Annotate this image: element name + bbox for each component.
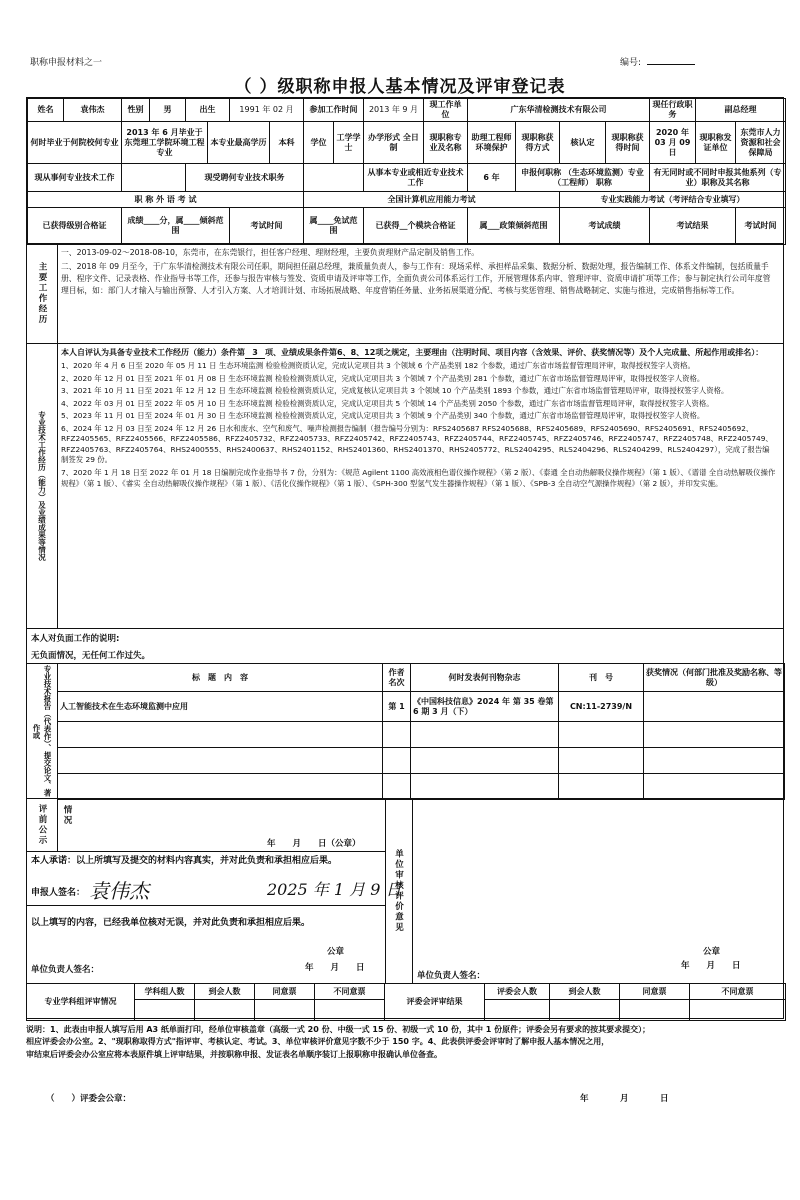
achievements-text: 本人自评认为具备专业技术工作经历（能力）条件第 3 项、业绩成果条件第6、8、12项之规定，主要理由（注明时间、项目内容（含效果、评价、获奖情况等）及个人完成量、所起作用或排名）： 1、2020 年 4 月 6 日至 2020 年 05 月 11 日 生态环境监测 检验检测资质认定，完成认定项目共 3 个领域 6 个产品类别 182 个参数，通过广东省市场监督管理局评审，取得授权签字人资格。 2、2020 年 12 月 01 日至 2021 年 01 月 08 日 生态环境监测 检验检测资质认定，完成认定项目共 3 个领域 7 个产品类别 281 个参数，通过广东省市场监督管理局评审，取得授权签字人资格。 3、2021 年 10 月 11 日至 2021 年 12 月 12 日 生态环境监测 检验检测资质认定，完成复核认定项目共 3 个领域 10 个产品类别 1893 个参数，通过广东省市场监督管理局评审，取得授权签字人资格。 4、2022 年 03 月 01 日至 2022 年 05 月 10 日 生态环境监测 检验检测资质认定，完成认定项目共 5 个领域 14 个产品类别 2050 个参数，通过广东省市场监督管理局评审，取得授权签字人资格。 5、2023 年 11 月 01 日至 2024 年 01 月 30 日 生态环境监测 检验检测资质认定，完成认定项目共 3 个领域 9 个产品类别 340 个参数，通过广东省市场监督管理局评审，取得授权签字人资格。 6、2024 年 12 月 03 日至 2024 年 12 月 26 日水和废水、空气和废气、噪声检测报告编制（报告编号分别为：RFS2405687 RFS2405688、RFS2405689、RFS2405690、RFS2405691、RFS2405692、RFZ2405565、RFZ2405566、RFZ2405586、RFZ2405732、RFZ2405733、RFZ2405742、RFZ2405743、RFZ2405744、RFZ2405745、RFZ2405746、RFZ2405747、RFZ2405748、RFZ2405749、RFZ2405763、RFZ2405764、RHS2400555、RHS2400637、RHS2401152、RHS2401360、RHS2401370、RHS2405772、RLS2404295、RLS2404296、RLS2404299、RLS2404297），完成了报告编制签发 29 份。 7、2020 年 1 月 18 日至 2022 年 01 月 18 日编制完成作业指导书 7 份，分别为：《规范 Agilent 1100 高效液相色谱仪操作规程》（第 2 版）、《泰通 全自动热解吸仪操作规程》（第 1 版）、《谱谱 全自动热解吸仪操作规程》（第 1 版）、《睿实 全自动热解吸仪操作规程》（第 1 版）、《活化仪操作规程》（第 1 版）、《SPH-300 型氢气发生器操作规程》（第 1 版）、《SPB-3 全自动空气源操作规程》（第 2 版），并印发实施。 <box>61 348 776 488</box>
other-series-label: 有无同时或不同时申报其他系列（专业）职称及其名称 <box>650 164 786 192</box>
work-start-label: 参加工作时间 <box>304 99 364 122</box>
computer-exam: 全国计算机应用能力考试 <box>304 192 560 208</box>
lang-exempt: 属____免试范围 <box>304 208 364 245</box>
achievement-item: 2、2020 年 12 月 01 日至 2021 年 01 月 08 日 生态环境监测 检验检测资质认定，完成认定项目共 3 个领域 7 个产品类别 281 个参数，通过广东省市场监督管理局评审，取得授权签字人资格。 <box>61 373 705 383</box>
cur-title-time-label: 现职称获得时间 <box>606 122 650 164</box>
edu-value: 本科 <box>270 122 304 164</box>
applicant-sign-label: 申报人签名： <box>31 888 86 898</box>
review-col: 到会人数 <box>195 984 255 1000</box>
applicant-sign-date: 2025 年 1 月 9 日 <box>267 880 402 899</box>
committee-seal: （ ）评委会公章： <box>46 1094 132 1104</box>
admin-label: 现任行政职务 <box>650 99 696 122</box>
footer-day: 日 <box>660 1094 669 1104</box>
negative-text: 无负面情况，无任何工作过失。 <box>31 651 151 661</box>
unit-opinion-seal: 公章 <box>703 947 721 957</box>
unit-verify-date: 年 月 日 <box>305 963 365 973</box>
papers-label: 专业技术报告（代表作）、提交论文、著作或 <box>27 664 58 798</box>
papers-header: 作者名次 <box>383 664 411 692</box>
achievement-item: 3、2021 年 10 月 11 日至 2021 年 12 月 12 日 生态环境监测 检验检测资质认定，完成复核认定项目共 3 个领域 10 个产品类别 1893 个参数，通过广东省市场监督管理局评审，取得授权签字人资格。 <box>61 386 729 396</box>
papers-header: 刊 号 <box>559 664 644 692</box>
edu-label: 本专业最高学历 <box>208 122 270 164</box>
computer-policy: 属___政策倾斜范围 <box>468 208 560 245</box>
review-section <box>27 983 783 1020</box>
practice-result: 考试结果 <box>650 208 736 245</box>
subject-group-label: 专业学科组评审情况 <box>27 984 135 1021</box>
study-mode: 办学形式 全日制 <box>364 122 424 164</box>
cur-field-label: 现从事何专业技术工作 <box>28 164 122 192</box>
paper-rank: 第 1 <box>383 692 411 722</box>
unit-opinion-date: 年 月 日 <box>681 961 741 971</box>
review-col: 学科组人数 <box>135 984 195 1000</box>
work-experience-label: 主要工作经历 <box>27 244 58 343</box>
papers-section <box>27 663 783 798</box>
degree-label: 学位 <box>304 122 334 164</box>
grad-value: 2013 年 6 月毕业于东莞理工学院环境工程专业 <box>122 122 208 164</box>
review-col: 评委会人数 <box>485 984 550 1000</box>
footer-year: 年 <box>580 1094 589 1104</box>
work-experience-section <box>27 243 783 343</box>
page-title: （ ）级职称申报人基本情况及评审登记表 <box>234 77 566 97</box>
unit-label: 现工作单位 <box>424 99 468 122</box>
unit-opinion-label: 单位审核评价意见 <box>393 849 404 933</box>
achievement-item: 1、2020 年 4 月 6 日至 2020 年 05 月 11 日 生态环境监测 检验检测资质认定，完成认定项目共 3 个领域 6 个产品类别 182 个参数，通过广东省市场监督管理局评审，取得授权签字人资格。 <box>61 361 695 371</box>
practice-time: 考试时间 <box>736 208 786 245</box>
paper-journal: 《中国科技信息》2024 年 第 35 卷第 6 期 3 月（下） <box>411 692 559 722</box>
registration-form <box>26 97 784 1019</box>
work-start-value: 2013 年 9 月 <box>364 99 424 122</box>
papers-header: 获奖情况（何部门批准及奖励名称、等级） <box>644 664 785 692</box>
cur-field-value <box>122 164 186 192</box>
lower-block <box>27 798 783 983</box>
gender-label: 性别 <box>122 99 150 122</box>
publicity-label-2: 情况 <box>62 805 72 826</box>
computer-modules: 已获得__个模块合格证 <box>364 208 468 245</box>
achievement-item: 4、2022 年 03 月 01 日至 2022 年 05 月 10 日 生态环境监测 检验检测资质认定，完成认定项目共 5 个领域 14 个产品类别 2050 个参数，通过广东省市场监督管理局评审，取得授权签字人资格。 <box>61 398 714 408</box>
committee-result-label: 评委会评审结果 <box>385 984 485 1021</box>
lang-time: 考试时间 <box>230 208 304 245</box>
negative-label: 本人对负面工作的说明: <box>31 634 120 644</box>
unit-verify-leader: 单位负责人签名： <box>31 965 100 975</box>
achievements-section <box>27 343 783 628</box>
achievements-label: 专业技术工作经历（能力）及业绩成果等情况 <box>27 344 58 628</box>
paper-title: 人工智能技术在生态环境监测中应用 <box>58 692 383 722</box>
review-col: 同意票 <box>255 984 315 1000</box>
related-years-label: 从事本专业或相近专业技术工作 <box>364 164 468 192</box>
achievement-item: 7、2020 年 1 月 18 日至 2022 年 01 月 18 日编制完成作业指导书 7 份，分别为：《规范 Agilent 1100 高效液相色谱仪操作规程》（第 2 版）、《泰通 全自动热解吸仪操作规程》（第 1 版）、《谱谱 全自动热解吸仪操作规程》（第 1 版）、《睿实 全自动热解吸仪操作规程》（第 1 版）、《活化仪操作规程》（第 1 版）、《SPH-300 型氢气发生器操作规程》（第 1 版）、《SPB-3 全自动空气源操作规程》（第 2 版），并印发实施。 <box>61 468 776 488</box>
work-experience-text: 一、2013-09-02～2018-08-10，东莞市，在东莞银行，担任客户经理、理财经理，主要负责理财产品定制及销售工作。 二、2018 年 09 月至今，于广东华清检测技术有限公司任职，期间担任副总经理，兼质量负责人，参与工作有：现场采样、承担样品采集、数据分析、数据处理，报告编制工作、体系文件编制，包括质量手册、程序文件、记录表格、作业指导书等工作，还参与报告审核与签发、资质申请及评审等工作，全面负责公司体系运行工作，开展管理体系内审、管理评审、资质申请扩项等工作；参与制定执行公司年度管理目标，如：部门人才输入与输出预警、人才引入方案、人才培训计划、市场拓展战略、年度营销任务量、业务拓展渠道分配、考核与奖惩管理、销售战略制定、实施与推进，完成销售指标等工作。 <box>61 248 771 296</box>
practice-exam: 专业实践能力考试（考评结合专业填写） <box>560 192 786 208</box>
paper-issn: CN:11-2739/N <box>559 692 644 722</box>
table-row <box>58 748 785 774</box>
papers-table <box>57 663 785 800</box>
degree-value: 工学学士 <box>334 122 364 164</box>
review-col: 不同意票 <box>690 984 786 1000</box>
name-label: 姓名 <box>28 99 64 122</box>
papers-header: 何时发表何刊物杂志 <box>411 664 559 692</box>
review-col: 到会人数 <box>550 984 620 1000</box>
publicity-box <box>27 799 385 852</box>
cur-post-value <box>304 164 364 192</box>
notes: 说明：1、此表由申报人填写后用 A3 纸单面打印，经单位审核盖章（高级一式 20 份、中级一式 15 份、初级一式 10 份，其中 1 份原件；评委会另有要求的按其要求提交）； 相应评委会办公室。2、"现职称取得方式"指评审、考核认定、考试。3、单位审核评价意见字数不少于 150 字。4、此表供评委会评审时了解申报人基本情况之用， 审结束后评委会办公室应将本表原件填上评审结果，并按职称申报、发证表名单顺序装订上报职称申报确认单位备查。 <box>26 1025 651 1059</box>
papers-header: 标 题 内 容 <box>58 664 383 692</box>
issuer-value: 东莞市人力资源和社会保障局 <box>736 122 786 164</box>
lang-cert-label: 已获得级别合格证 <box>28 208 122 245</box>
cur-title-label: 现职称专业及名称 <box>424 122 468 164</box>
apply-title: 申报何职称 （生态环境监测）专业（工程师） 职称 <box>516 164 650 192</box>
promise-text: 本人承诺：以上所填写及提交的材料内容真实，并对此负责和承担相应后果。 <box>31 856 338 866</box>
cur-title-get-label: 现职称获得方式 <box>516 122 560 164</box>
table-row <box>58 774 785 800</box>
footer-month: 月 <box>620 1094 629 1104</box>
review-col: 不同意票 <box>315 984 385 1000</box>
achievement-item: 6、2024 年 12 月 03 日至 2024 年 12 月 26 日水和废水、空气和废气、噪声检测报告编制（报告编号分别为：RFS2405687 RFS2405688、RFS2405689、RFS2405690、RFS2405691、RFS2405692、RFZ2405565、RFZ2405566、RFZ2405586、RFZ2405732、RFZ2405733、RFZ2405742、RFZ2405743、RFZ2405744、RFZ2405745、RFZ2405746、RFZ2405747、RFZ2405748、RFZ2405749、RFZ2405763、RFZ2405764、RHS2400555、RHS2400637、RHS2401152、RHS2401360、RHS2401370、RHS2405772、RLS2404295、RLS2404296、RLS2404299、RLS2404297），完成了报告编制签发 29 份。 <box>61 423 773 465</box>
review-table <box>26 983 786 1021</box>
birth-label: 出生 <box>186 99 230 122</box>
publicity-label: 评前公示 <box>37 804 47 846</box>
practice-score: 考试成绩 <box>560 208 650 245</box>
publicity-date: 年 月 日（公章） <box>267 839 361 849</box>
cur-title-time-value: 2020 年 03 月 09 日 <box>650 122 696 164</box>
issuer-label: 现职称发证单位 <box>696 122 736 164</box>
unit-verify-seal: 公章 <box>327 947 345 957</box>
cur-title-get-value: 核认定 <box>560 122 606 164</box>
achievement-item: 5、2023 年 11 月 01 日至 2024 年 01 月 30 日 生态环境监测 检验检测资质认定，完成认定项目共 3 个领域 9 个产品类别 340 个参数，通过广东省市场监督管理局评审，取得授权签字人资格。 <box>61 411 705 421</box>
cur-post-label: 现受聘何专业技术职务 <box>186 164 304 192</box>
grad-label: 何时毕业于何院校何专业 <box>28 122 122 164</box>
admin-value: 副总经理 <box>696 99 786 122</box>
review-col: 同意票 <box>620 984 690 1000</box>
birth-value: 1991 年 02 月 <box>230 99 304 122</box>
cur-title-value: 助理工程师环境保护 <box>468 122 516 164</box>
name-value: 袁伟杰 <box>64 99 122 122</box>
paper-award <box>644 692 785 722</box>
table-row <box>58 692 785 722</box>
unit-verify-text: 以上填写的内容，已经我单位核对无误，并对此负责和承担相应后果。 <box>31 918 311 928</box>
foreign-lang-exam: 职 称 外 语 考 试 <box>28 192 304 208</box>
unit-opinion-leader: 单位负责人签名： <box>417 971 486 981</box>
table-row <box>58 722 785 748</box>
applicant-signature: 袁伟杰 <box>89 879 149 903</box>
negative-section <box>27 628 783 663</box>
doc-category: 职称申报材料之一 <box>30 58 103 68</box>
unit-value: 广东华清检测技术有限公司 <box>468 99 650 122</box>
doc-number: 编号: <box>620 55 695 68</box>
gender-value: 男 <box>150 99 186 122</box>
lang-score: 成绩____分，属____倾斜范围 <box>122 208 230 245</box>
related-years-value: 6 年 <box>468 164 516 192</box>
basic-info-table <box>27 98 786 245</box>
